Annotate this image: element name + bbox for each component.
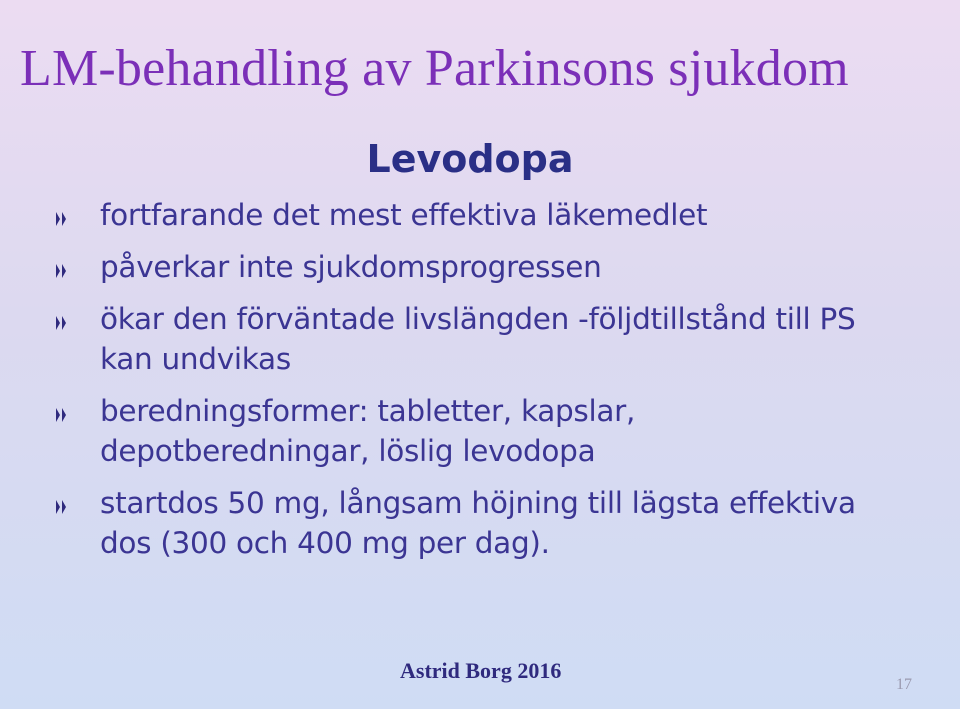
ornamental-bullet-icon — [54, 315, 68, 331]
page-number: 17 — [896, 676, 912, 693]
bullet-text: ökar den förväntade livslängden -följdtillstånd till PS kan undvikas — [100, 302, 856, 376]
bullet-item — [0, 195, 960, 235]
footer-author: Astrid Borg 2016 — [400, 658, 562, 683]
bullet-item — [0, 391, 960, 471]
slide-title: LM-behandling av Parkinsons sjukdom — [20, 40, 849, 97]
bullet-item — [0, 483, 960, 563]
ornamental-bullet-icon — [54, 407, 68, 423]
bullet-text: fortfarande det mest effektiva läkemedlet — [100, 198, 708, 232]
bullet-text: beredningsformer: tabletter, kapslar, depotberedningar, löslig levodopa — [100, 394, 636, 468]
ornamental-bullet-icon — [54, 263, 68, 279]
bullet-list — [0, 195, 960, 575]
subtitle-text: Levodopa — [366, 137, 574, 181]
bullet-item — [0, 299, 960, 379]
slide-subtitle — [0, 134, 960, 184]
ornamental-bullet-icon — [54, 499, 68, 515]
bullet-item — [0, 247, 960, 287]
bullet-text: påverkar inte sjukdomsprogressen — [100, 250, 602, 284]
bullet-text: startdos 50 mg, långsam höjning till lägsta effektiva dos (300 och 400 mg per dag). — [100, 486, 856, 560]
ornamental-bullet-icon — [54, 211, 68, 227]
